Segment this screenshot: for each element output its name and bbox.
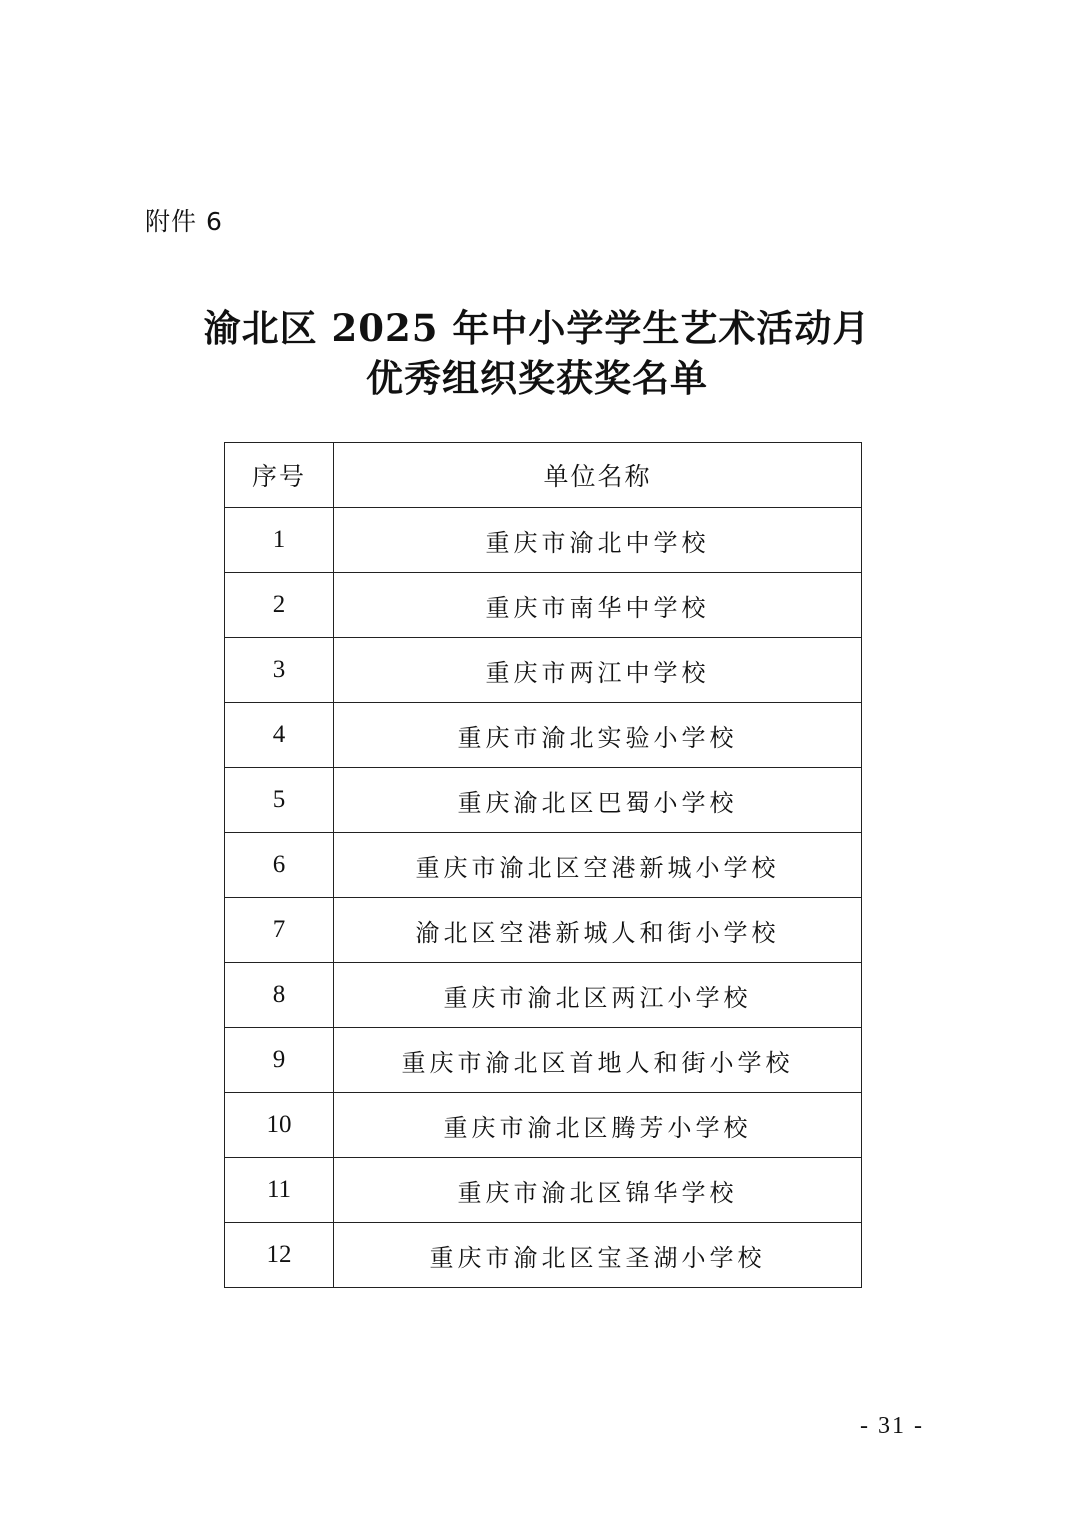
table-row [225,1223,862,1288]
row-unit-name: 重庆渝北区巴蜀小学校 [334,768,862,833]
row-number: 5 [225,768,334,833]
row-unit-name: 重庆市渝北实验小学校 [334,703,862,768]
row-unit-name: 重庆市渝北区首地人和街小学校 [334,1028,862,1093]
table-row [225,573,862,638]
row-number: 4 [225,703,334,768]
row-number: 3 [225,638,334,703]
row-unit-name: 重庆市渝北区两江小学校 [334,963,862,1028]
table-row [225,833,862,898]
document-title-line-2: 优秀组织奖获奖名单 [366,356,708,400]
row-unit-name: 重庆市渝北区宝圣湖小学校 [334,1223,862,1288]
table-row [225,508,862,573]
header-unit-name: 单位名称 [334,443,862,508]
row-number: 2 [225,573,334,638]
table-row [225,1028,862,1093]
table-row [225,1158,862,1223]
row-unit-name: 重庆市两江中学校 [334,638,862,703]
attachment-label: 附件 6 [145,207,223,236]
page-number: - 31 - [860,1413,924,1439]
row-unit-name: 重庆市南华中学校 [334,573,862,638]
row-number: 6 [225,833,334,898]
table-row [225,898,862,963]
table-row [225,1093,862,1158]
document-title-line-1: 渝北区 2025 年中小学学生艺术活动月 [203,306,871,350]
row-number: 10 [225,1093,334,1158]
row-number: 1 [225,508,334,573]
row-unit-name: 重庆市渝北中学校 [334,508,862,573]
row-number: 11 [225,1158,334,1223]
table-row [225,963,862,1028]
header-serial-number: 序号 [225,443,334,508]
award-list-table [224,442,862,1288]
row-unit-name: 重庆市渝北区锦华学校 [334,1158,862,1223]
row-number: 8 [225,963,334,1028]
row-unit-name: 渝北区空港新城人和街小学校 [334,898,862,963]
row-number: 12 [225,1223,334,1288]
row-number: 7 [225,898,334,963]
table-header-row [225,443,862,508]
row-number: 9 [225,1028,334,1093]
table-row [225,638,862,703]
table-row [225,703,862,768]
row-unit-name: 重庆市渝北区空港新城小学校 [334,833,862,898]
table-row [225,768,862,833]
row-unit-name: 重庆市渝北区腾芳小学校 [334,1093,862,1158]
